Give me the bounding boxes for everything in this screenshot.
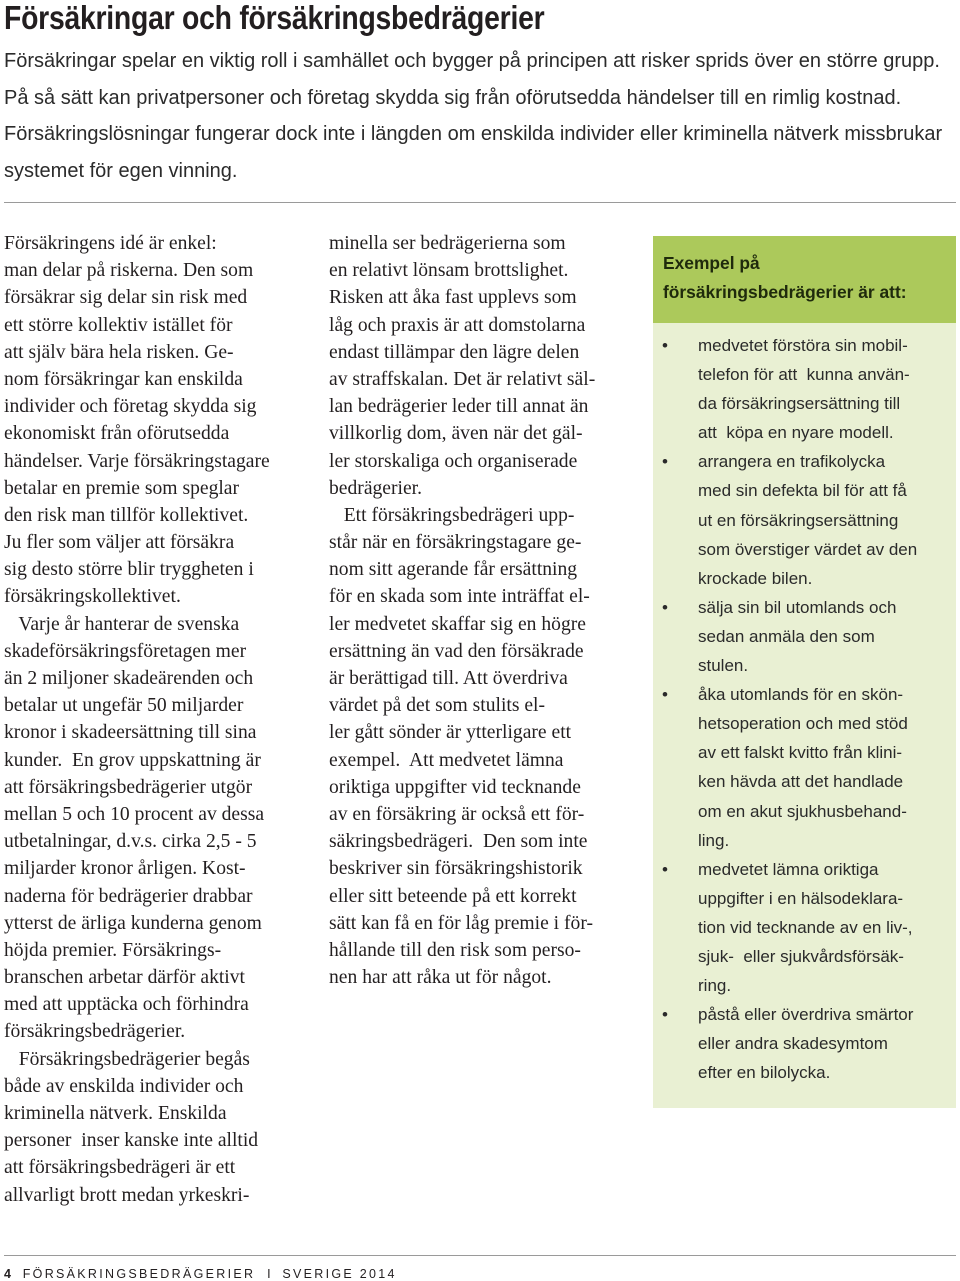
text-line: oriktiga uppgifter vid tecknande — [329, 776, 581, 798]
text-line: villkorlig dom, även när det gäl- — [329, 423, 583, 445]
bullet-icon: • — [662, 859, 668, 879]
footer-separator: I — [267, 1267, 271, 1281]
text-line: Varje år hanterar de svenska — [4, 613, 240, 635]
example-list-item — [653, 855, 956, 1000]
example-box-title-line: försäkringsbedrägerier är att: — [663, 281, 907, 302]
text-line: eller sitt beteende på ett korrekt — [329, 885, 577, 907]
section-divider — [4, 202, 956, 203]
text-line: för en skada som inte inträffat el- — [329, 586, 590, 608]
example-list-item-line: stulen. — [698, 656, 749, 676]
text-line: Ju fler som väljer att försäkra — [4, 532, 235, 554]
example-list-item-line: sedan anmäla den som — [698, 626, 875, 646]
text-line: värdet på det som stulits el- — [329, 695, 546, 717]
example-list-item-line: åka utomlands för en skön- — [698, 685, 904, 705]
example-list-item-line: eller andra skadesymtom — [698, 1034, 888, 1054]
text-line: att försäkringsbedrägerier utgör — [4, 776, 253, 798]
page-title: Försäkringar och försäkringsbedrägerier — [4, 0, 545, 36]
text-line: mellan 5 och 10 procent av dessa — [4, 803, 265, 825]
text-line: både av enskilda individer och — [4, 1075, 244, 1097]
text-line: miljarder kronor årligen. Kost- — [4, 858, 246, 880]
body-column-middle — [329, 230, 634, 991]
text-line: står när en försäkringstagare ge- — [329, 532, 582, 554]
example-list-item-line: krockade bilen. — [698, 568, 813, 588]
text-line: ekonomiskt från oförutsedda — [4, 423, 230, 445]
example-list-item-line: uppgifter i en hälsodeklara- — [698, 888, 904, 908]
example-list-item-line: ken hävda att det handlade — [698, 772, 904, 792]
example-list-item — [653, 680, 956, 855]
text-line: minella ser bedrägerierna som — [329, 233, 566, 254]
text-line: av straffskalan. Det är relativt säl- — [329, 368, 596, 390]
text-line: ler storskaliga och organiserade — [329, 450, 578, 472]
text-line: nom sitt agerande får ersättning — [329, 559, 578, 581]
example-list-item — [653, 1000, 956, 1087]
text-line: ytterst de ärliga kunderna genom — [4, 912, 262, 934]
bullet-icon: • — [662, 452, 668, 472]
text-line: Försäkringsbedrägerier begås — [4, 1048, 250, 1070]
bullet-icon: • — [662, 336, 668, 355]
example-list-item-line: påstå eller överdriva smärtor — [698, 1005, 914, 1025]
example-list-item-line: efter en bilolycka. — [698, 1063, 831, 1083]
text-line: säkringsbedrägeri. Den som inte — [329, 831, 588, 853]
footer-publication: FÖRSÄKRINGSBEDRÄGERIER — [22, 1267, 256, 1281]
example-list-item-line: medvetet lämna oriktiga — [698, 859, 879, 879]
example-list-item-line: telefon för att kunna använ- — [698, 365, 910, 385]
text-line: individer och företag skydda sig — [4, 396, 257, 418]
text-line: kunder. En grov uppskattning är — [4, 749, 261, 771]
bullet-icon: • — [662, 1005, 668, 1025]
example-list-item-line: om en akut sjukhusbehand- — [698, 801, 907, 821]
example-list-item-line: ring. — [698, 976, 732, 996]
page-footer — [4, 1267, 397, 1281]
example-list-item — [653, 447, 956, 592]
text-line: den risk man tillför kollektivet. — [4, 504, 249, 526]
example-box-title — [663, 249, 907, 306]
text-line: ersättning än vad den försäkrade — [329, 640, 584, 662]
page-number: 4 — [4, 1267, 11, 1281]
text-line: exempel. Att medvetet lämna — [329, 749, 564, 771]
text-line: betalar ut ungefär 50 miljarder — [4, 695, 244, 717]
text-line: en relativt lönsam brottslighet. — [329, 260, 569, 282]
text-line: personer inser kanske inte alltid — [4, 1130, 259, 1152]
example-list-item-line: ut en försäkringsersättning — [698, 510, 899, 530]
text-line: hållande till den risk som perso- — [329, 939, 581, 961]
example-list-item-line: som överstiger värdet av den — [698, 539, 918, 559]
text-line: skadeförsäkringsföretagen mer — [4, 640, 247, 662]
text-line: Risken att åka fast upplevs som — [329, 287, 577, 309]
example-list-item — [653, 331, 956, 447]
text-line: att själv bära hela risken. Ge- — [4, 341, 234, 363]
text-line: Försäkringens idé är enkel: — [4, 233, 217, 254]
example-list-item-line: sjuk- eller sjukvårdsförsäk- — [698, 946, 904, 966]
text-line: nom försäkringar kan enskilda — [4, 368, 243, 390]
example-list-item — [653, 593, 956, 680]
text-line: beskriver sin försäkringshistorik — [329, 858, 583, 880]
bullet-icon: • — [662, 597, 668, 617]
text-line: händelser. Varje försäkringstagare — [4, 450, 270, 472]
text-line: att försäkringsbedrägeri är ett — [4, 1157, 236, 1179]
text-line: ler medvetet skaffar sig en högre — [329, 613, 586, 635]
footer-year: SVERIGE 2014 — [282, 1267, 397, 1281]
example-box — [653, 236, 956, 1108]
text-line: låg och praxis är att domstolarna — [329, 314, 586, 336]
text-line: sig desto större blir tryggheten i — [4, 559, 254, 581]
example-list-item-line: tion vid tecknande av en liv-, — [698, 917, 913, 937]
text-line: nen har att råka ut för något. — [329, 967, 552, 989]
example-list-item-line: hetsoperation och med stöd — [698, 714, 908, 734]
text-line: ler gått sönder är ytterligare ett — [329, 722, 572, 744]
text-line: bedrägerier. — [329, 477, 423, 499]
text-line: försäkrar sig delar sin risk med — [4, 287, 248, 309]
text-line: utbetalningar, d.v.s. cirka 2,5 - 5 — [4, 831, 257, 853]
text-line: av en försäkring är också ett för- — [329, 803, 585, 825]
example-box-title-line: Exempel på — [663, 253, 760, 273]
bullet-icon: • — [662, 685, 668, 705]
text-line: betalar en premie som speglar — [4, 477, 240, 499]
text-line: är berättigad till. Att överdriva — [329, 668, 568, 689]
text-line: än 2 miljoner skadeärenden och — [4, 668, 254, 689]
text-line: branschen arbetar därför aktivt — [4, 967, 245, 989]
example-list-item-line: sälja sin bil utomlands och — [698, 597, 897, 617]
intro-paragraph: Försäkringar spelar en viktig roll i samhället och bygger på principen att risker sprids över en större grupp. På så sätt kan privatpersoner och företag skydda sig från oförutsedda händelser till en rimlig kostnad. Försäkringslösningar fungerar dock inte i längden om enskilda individer eller kriminella nätverk missbrukar systemet för egen vinning. — [4, 50, 943, 182]
text-line: kronor i skadeersättning till sina — [4, 722, 257, 744]
text-line: lan bedrägerier leder till annat än — [329, 396, 589, 418]
example-box-header — [653, 236, 956, 323]
text-line: med att upptäcka och förhindra — [4, 994, 249, 1016]
text-line: höjda premier. Försäkrings- — [4, 939, 222, 961]
text-line: försäkringskollektivet. — [4, 586, 181, 608]
example-list — [653, 331, 956, 1087]
text-line: försäkringsbedrägerier. — [4, 1021, 186, 1043]
body-column-left — [4, 230, 309, 1209]
example-list-item-line: da försäkringsersättning till — [698, 394, 901, 414]
example-list-item-line: ling. — [698, 830, 730, 850]
example-list-item-line: att köpa en nyare modell. — [698, 423, 894, 443]
text-line: kriminella nätverk. Enskilda — [4, 1103, 227, 1124]
text-line: ett större kollektiv istället för — [4, 314, 233, 336]
text-line: sätt kan få en för låg premie i för- — [329, 912, 594, 934]
example-list-item-line: av ett falskt kvitto från klini- — [698, 743, 903, 763]
text-line: endast tillämpar den lägre delen — [329, 341, 580, 363]
example-list-item-line: med sin defekta bil för att få — [698, 481, 907, 501]
text-line: Ett försäkringsbedrägeri upp- — [329, 504, 575, 526]
text-line: allvarligt brott medan yrkeskri- — [4, 1184, 250, 1206]
text-line: man delar på riskerna. Den som — [4, 260, 254, 282]
example-list-item-line: arrangera en trafikolycka — [698, 452, 886, 472]
example-list-item-line: medvetet förstöra sin mobil- — [698, 336, 908, 355]
text-line: naderna för bedrägerier drabbar — [4, 885, 253, 907]
footer-divider — [4, 1255, 956, 1256]
